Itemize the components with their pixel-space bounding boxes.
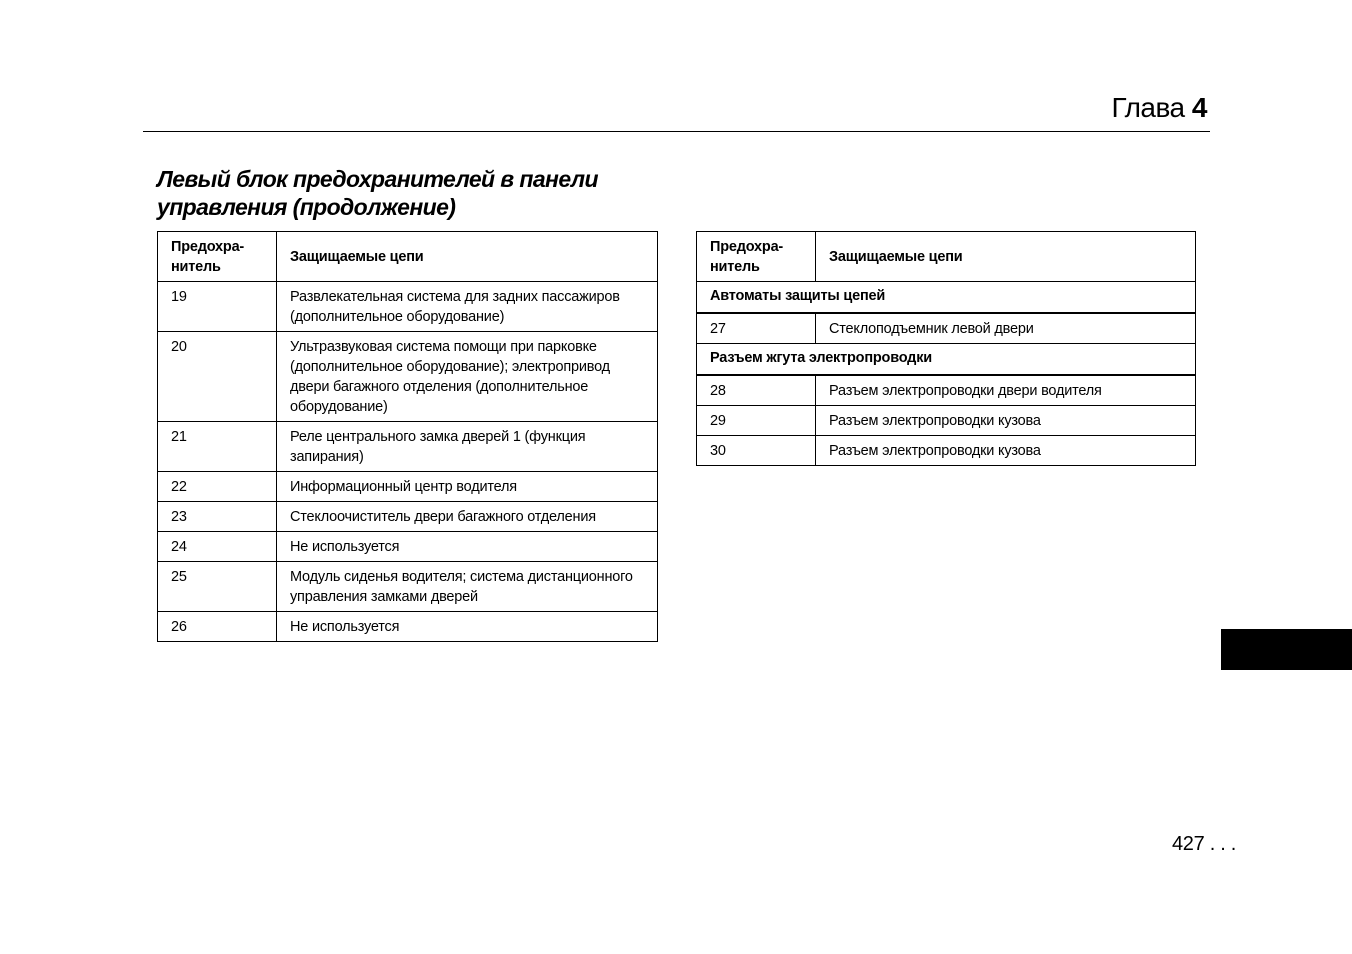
circuit-description: Модуль сиденья водителя; система дистанционного управления замками дверей (277, 562, 658, 612)
group-row (697, 344, 1196, 376)
circuit-description: Развлекательная система для задних пассажиров (дополнительное оборудование) (277, 282, 658, 332)
chapter-tab-marker (1221, 629, 1352, 670)
section-title (157, 165, 677, 221)
header-fuse (697, 232, 816, 282)
table-row (158, 332, 658, 422)
fuse-number: 29 (697, 406, 816, 436)
fuse-number: 21 (158, 422, 277, 472)
fuse-number: 28 (697, 375, 816, 406)
table-row (158, 532, 658, 562)
fuse-table-left (157, 231, 658, 642)
circuit-description: Ультразвуковая система помощи при парковке (дополнительное оборудование); электропривод двери багажного отделения (дополнительное оборудование) (277, 332, 658, 422)
header-divider (143, 131, 1210, 132)
header-fuse-line2: нитель (171, 258, 221, 275)
table-row (158, 422, 658, 472)
table-row (697, 375, 1196, 406)
fuse-number: 20 (158, 332, 277, 422)
chapter-number: 4 (1191, 92, 1207, 123)
table-row (697, 313, 1196, 344)
header-fuse-line1: Предохра- (171, 238, 245, 255)
section-title-line2: управления (продолжение) (157, 194, 456, 220)
table-row (697, 406, 1196, 436)
table-row (697, 436, 1196, 466)
fuse-number: 24 (158, 532, 277, 562)
header-fuse-line1: Предохра- (710, 238, 784, 255)
fuse-number: 19 (158, 282, 277, 332)
chapter-heading (1112, 88, 1208, 128)
group-row (697, 282, 1196, 314)
circuit-description: Стеклоподъемник левой двери (816, 313, 1196, 344)
fuse-number: 26 (158, 612, 277, 642)
chapter-label: Глава (1111, 92, 1185, 123)
circuit-description: Информационный центр водителя (277, 472, 658, 502)
table-header-row (697, 232, 1196, 282)
header-circuits: Защищаемые цепи (277, 232, 658, 282)
circuit-description: Не используется (277, 612, 658, 642)
group-title-circuit-breakers: Автоматы защиты цепей (697, 282, 1196, 314)
circuit-description: Не используется (277, 532, 658, 562)
fuse-number: 30 (697, 436, 816, 466)
header-fuse-line2: нитель (710, 258, 760, 275)
circuit-description: Разъем электропроводки кузова (816, 406, 1196, 436)
circuit-description: Разъем электропроводки двери водителя (816, 375, 1196, 406)
table-row (158, 502, 658, 532)
group-title-harness-connector: Разъем жгута электропроводки (697, 344, 1196, 376)
table-row (158, 562, 658, 612)
fuse-number: 27 (697, 313, 816, 344)
header-fuse (158, 232, 277, 282)
circuit-description: Стеклоочиститель двери багажного отделения (277, 502, 658, 532)
header-circuits: Защищаемые цепи (816, 232, 1196, 282)
section-title-line1: Левый блок предохранителей в панели (157, 166, 598, 192)
table-header-row (158, 232, 658, 282)
circuit-description: Разъем электропроводки кузова (816, 436, 1196, 466)
circuit-description: Реле центрального замка дверей 1 (функция запирания) (277, 422, 658, 472)
fuse-number: 25 (158, 562, 277, 612)
fuse-number: 22 (158, 472, 277, 502)
table-row (158, 282, 658, 332)
table-row (158, 472, 658, 502)
fuse-table-right (696, 231, 1196, 466)
table-row (158, 612, 658, 642)
fuse-number: 23 (158, 502, 277, 532)
page-number: 427 . . . (1171, 833, 1236, 855)
